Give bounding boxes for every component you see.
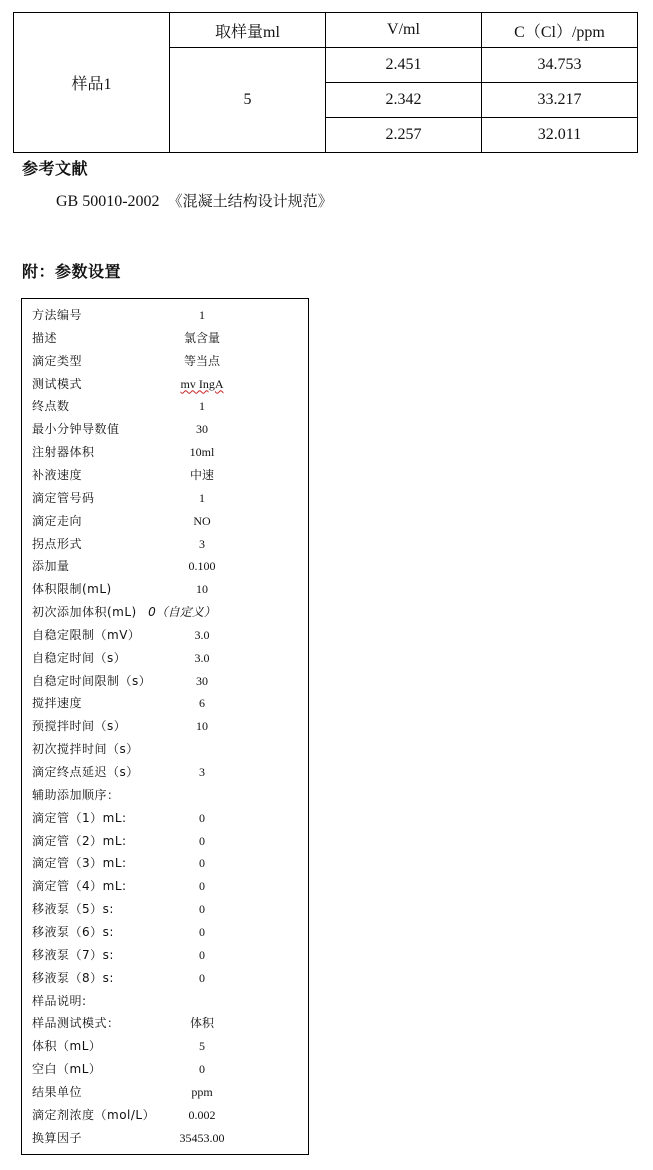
sample-volume-header: 取样量ml <box>170 13 326 48</box>
param-label: 滴定剂浓度（mol/L） <box>32 1107 156 1122</box>
param-label: 终点数 <box>32 399 70 414</box>
param-value: 氯含量 <box>183 330 220 345</box>
param-row <box>22 1127 308 1150</box>
param-row <box>22 830 308 853</box>
param-value: 1 <box>199 490 205 505</box>
param-row <box>22 350 308 373</box>
param-value: 1 <box>199 308 205 322</box>
param-label: 自稳定限制（mV） <box>32 627 141 642</box>
param-value: 0 <box>199 970 205 985</box>
param-label: 补液速度 <box>32 467 83 482</box>
param-label: 自稳定时间限制（s） <box>32 673 152 688</box>
param-value: 10 <box>196 719 208 734</box>
appendix-heading: 附：参数设置 <box>22 262 122 281</box>
param-value: 0（自定义） <box>148 605 216 620</box>
param-row <box>22 304 308 327</box>
param-row <box>22 761 308 784</box>
param-label: 换算因子 <box>32 1130 83 1145</box>
sample-volume-value: 5 <box>170 48 326 153</box>
param-value: 0.002 <box>188 1107 216 1122</box>
param-value: NO <box>193 513 211 528</box>
param-label: 体积限制(mL) <box>32 582 112 597</box>
param-row <box>22 967 308 990</box>
result-table <box>13 12 638 153</box>
param-row <box>22 875 308 898</box>
param-row <box>22 601 308 624</box>
param-row <box>22 738 308 761</box>
param-label: 预搅拌时间（s） <box>32 719 127 734</box>
concentration-value: 33.217 <box>482 83 638 118</box>
param-value: 30 <box>196 673 208 688</box>
param-label: 移液泵（8）s: <box>32 970 114 985</box>
param-row <box>22 441 308 464</box>
param-label: 滴定管（4）mL: <box>32 879 127 894</box>
param-label: 滴定管（1）mL: <box>32 810 127 825</box>
param-value: 中速 <box>189 467 214 482</box>
param-label: 自稳定时间（s） <box>32 650 127 665</box>
param-label: 初次添加体积(mL) <box>32 605 137 620</box>
param-row <box>22 464 308 487</box>
param-value: 5 <box>199 1039 205 1054</box>
volume-value: 2.451 <box>326 48 482 83</box>
param-value: 0 <box>199 902 205 917</box>
param-row <box>22 715 308 738</box>
param-label: 最小分钟导数值 <box>32 422 120 437</box>
param-row <box>22 624 308 647</box>
param-value: 体积 <box>189 1016 214 1031</box>
param-row <box>22 1081 308 1104</box>
param-row <box>22 647 308 670</box>
param-row <box>22 807 308 830</box>
param-value: 0.100 <box>188 559 216 574</box>
param-label: 滴定终点延迟（s） <box>32 765 139 779</box>
param-value: 3.0 <box>194 650 210 665</box>
param-label: 方法编号 <box>32 308 83 322</box>
param-row <box>22 555 308 578</box>
param-row <box>22 898 308 921</box>
param-label: 滴定管（2）mL: <box>32 833 127 848</box>
param-label: 添加量 <box>32 559 70 574</box>
param-label: 移液泵（6）s: <box>32 924 114 939</box>
param-value: 等当点 <box>183 353 220 368</box>
header-row <box>14 13 638 48</box>
param-value: 0 <box>199 947 205 962</box>
param-value: 0 <box>199 856 205 871</box>
param-value: 3 <box>199 765 205 779</box>
param-row <box>22 692 308 715</box>
param-label: 空白（mL） <box>32 1062 102 1077</box>
param-label: 辅助添加顺序： <box>32 787 120 802</box>
param-value: 0 <box>199 924 205 939</box>
param-label: 样品说明: <box>32 993 87 1008</box>
volume-header: V/ml <box>326 13 482 48</box>
param-label: 滴定管号码 <box>32 490 95 505</box>
param-value: 0 <box>199 879 205 894</box>
param-label: 滴定走向 <box>32 513 83 528</box>
param-row <box>22 1012 308 1035</box>
param-label: 结果单位 <box>32 1084 83 1099</box>
param-row <box>22 990 308 1013</box>
concentration-header: C（Cl）/ppm <box>482 13 638 48</box>
param-row <box>22 327 308 350</box>
param-value: 6 <box>199 696 205 711</box>
concentration-value: 34.753 <box>482 48 638 83</box>
param-value: 10 <box>196 582 208 597</box>
param-row <box>22 510 308 533</box>
param-row <box>22 1035 308 1058</box>
param-label: 注射器体积 <box>32 445 95 460</box>
param-value: ppm <box>191 1084 213 1099</box>
param-row <box>22 852 308 875</box>
param-value: 3 <box>199 536 205 551</box>
param-label: 初次搅拌时间（s） <box>32 742 139 757</box>
param-value: 3.0 <box>194 627 210 642</box>
sample-name-cell: 样品1 <box>14 13 170 153</box>
param-value: 35453.00 <box>179 1130 225 1145</box>
param-row <box>22 921 308 944</box>
parameter-box <box>21 298 309 1155</box>
param-value: 0 <box>199 833 205 848</box>
param-row <box>22 533 308 556</box>
volume-value: 2.342 <box>326 83 482 118</box>
param-row <box>22 1104 308 1127</box>
param-label: 描述 <box>32 330 58 345</box>
param-row <box>22 1058 308 1081</box>
param-value: 30 <box>196 422 208 437</box>
param-row <box>22 395 308 418</box>
param-label: 移液泵（7）s: <box>32 947 114 962</box>
param-value: 0 <box>199 810 205 825</box>
param-row <box>22 578 308 601</box>
param-label: 拐点形式 <box>32 536 83 551</box>
standard-code: GB 50010-2002 <box>56 193 160 210</box>
param-value: mv IngA <box>180 376 224 391</box>
param-label: 样品测试模式： <box>32 1016 120 1031</box>
param-label: 滴定类型 <box>32 353 83 368</box>
concentration-value: 32.011 <box>482 118 638 153</box>
param-value: 1 <box>199 399 205 414</box>
param-row <box>22 487 308 510</box>
param-label: 移液泵（5）s: <box>32 902 114 917</box>
references-heading: 参考文献 <box>22 159 89 178</box>
standard-title: 《混凝土结构设计规范》 <box>167 192 333 210</box>
param-row <box>22 944 308 967</box>
volume-value: 2.257 <box>326 118 482 153</box>
param-row <box>22 418 308 441</box>
param-value: 10ml <box>189 445 215 460</box>
param-label: 体积（mL） <box>32 1039 102 1054</box>
param-label: 测试模式 <box>32 376 83 391</box>
param-row <box>22 373 308 396</box>
param-label: 滴定管（3）mL: <box>32 856 127 871</box>
reference-entry <box>56 190 333 211</box>
param-value: 0 <box>199 1062 205 1077</box>
param-row <box>22 670 308 693</box>
param-label: 搅拌速度 <box>32 696 83 711</box>
param-row <box>22 784 308 807</box>
